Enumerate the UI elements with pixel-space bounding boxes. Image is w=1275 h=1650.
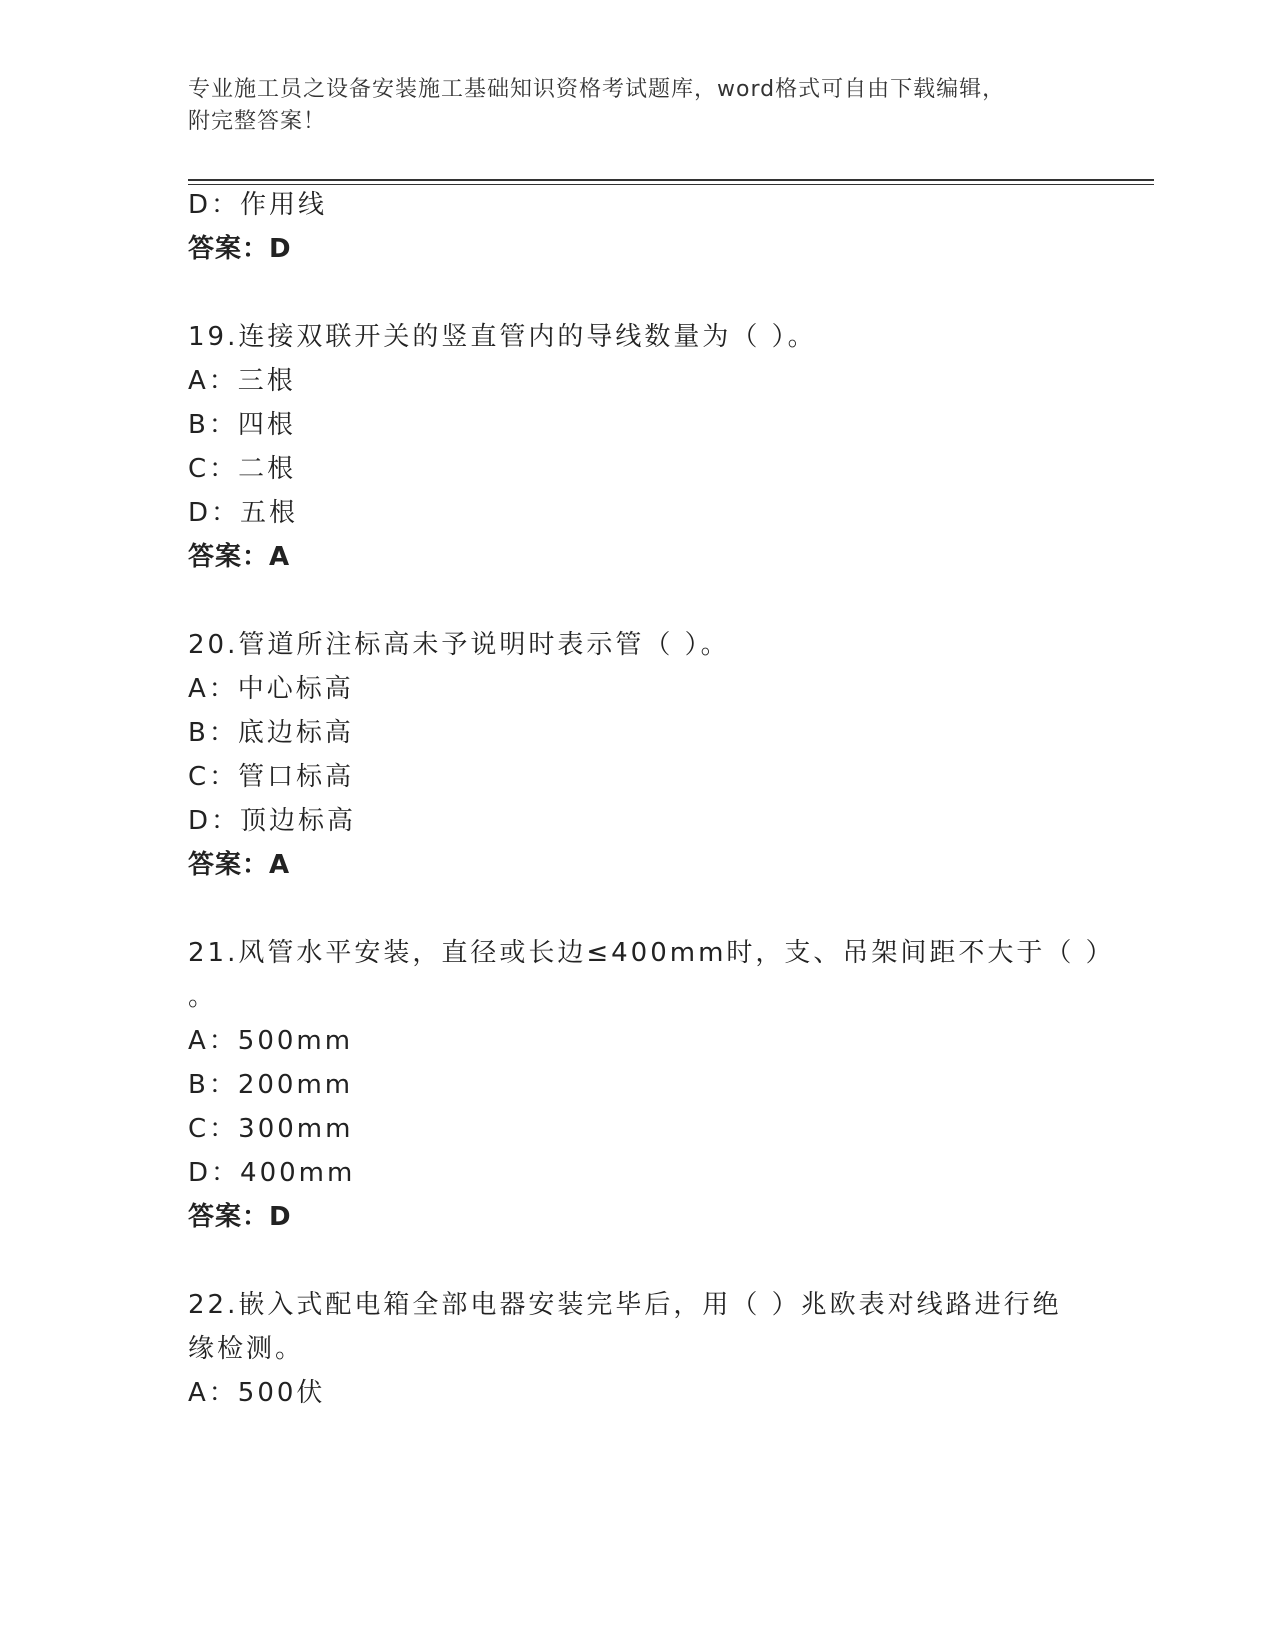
question-line: 19.连接双联开关的竖直管内的导线数量为（ ）。 bbox=[188, 322, 817, 352]
answer-line: 答案：A bbox=[188, 850, 291, 880]
question-line: 22.嵌入式配电箱全部电器安装完毕后，用（ ）兆欧表对线路进行绝 bbox=[188, 1290, 1062, 1320]
option-line: D：顶边标高 bbox=[188, 806, 357, 836]
option-line: B：四根 bbox=[188, 410, 296, 440]
option-line: D：400mm bbox=[188, 1158, 356, 1188]
answer-line: 答案：D bbox=[188, 1202, 292, 1232]
header-divider-thin bbox=[188, 184, 1154, 185]
option-line: D：五根 bbox=[188, 498, 299, 528]
option-line: A：中心标高 bbox=[188, 674, 354, 704]
option-line: A：500伏 bbox=[188, 1378, 326, 1408]
answer-line: 答案：D bbox=[188, 234, 292, 264]
question-line: 21.风管水平安装，直径或长边≤400mm时，支、吊架间距不大于（ ） bbox=[188, 938, 1115, 968]
header-line-2: 附完整答案！ bbox=[188, 109, 327, 134]
option-line: C：管口标高 bbox=[188, 762, 355, 792]
option-line: D：作用线 bbox=[188, 190, 328, 220]
document-header bbox=[188, 74, 1068, 138]
option-line: A：500mm bbox=[188, 1026, 354, 1056]
option-line: B：底边标高 bbox=[188, 718, 354, 748]
header-divider-thick bbox=[188, 179, 1154, 181]
option-line: A：三根 bbox=[188, 366, 296, 396]
option-line: C：二根 bbox=[188, 454, 297, 484]
question-line: 20.管道所注标高未予说明时表示管（ ）。 bbox=[188, 630, 730, 660]
header-line-1: 专业施工员之设备安装施工基础知识资格考试题库，word格式可自由下载编辑， bbox=[188, 77, 1006, 102]
answer-line: 答案：A bbox=[188, 542, 291, 572]
question-line-continuation: 。 bbox=[188, 982, 218, 1012]
question-line-continuation: 缘检测。 bbox=[188, 1334, 305, 1364]
option-line: B：200mm bbox=[188, 1070, 354, 1100]
option-line: C：300mm bbox=[188, 1114, 354, 1144]
